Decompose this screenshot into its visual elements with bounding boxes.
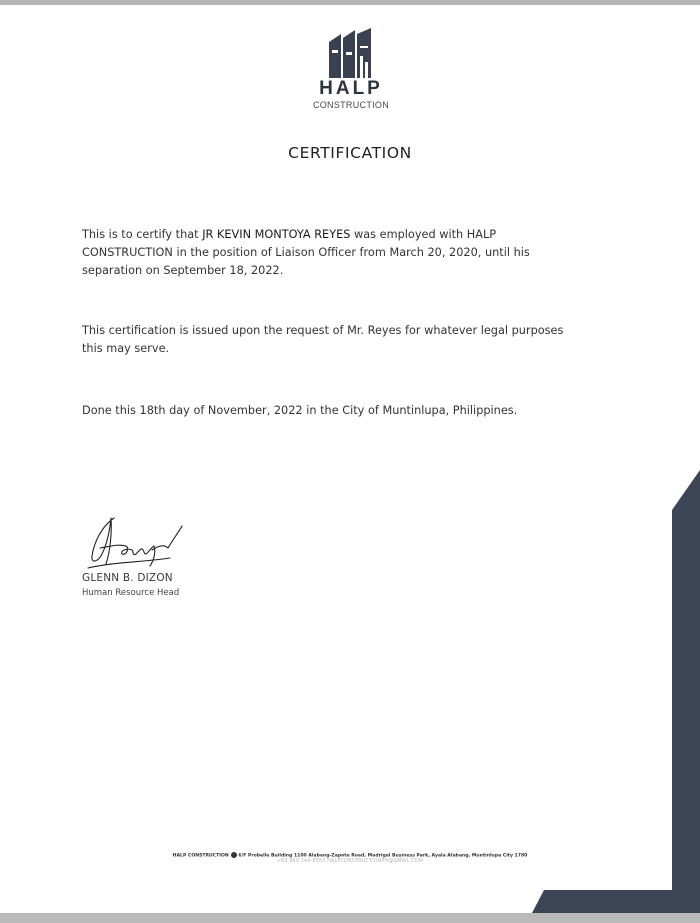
- date-place-paragraph: Done this 18th day of November, 2022 in the City of Muntinlupa, Philippines.: [82, 404, 518, 417]
- purpose-paragraph: This certification is issued upon the request of Mr. Reyes for whatever legal purposes this may serve.: [82, 324, 564, 355]
- logo-subtitle: CONSTRUCTION: [312, 100, 390, 110]
- location-pin-icon: [231, 852, 237, 858]
- logo-name: HALP: [319, 78, 383, 99]
- signatory-name: GLENN B. DIZON: [82, 572, 173, 584]
- paragraph-prefix: This is to certify that: [82, 228, 203, 241]
- certification-paragraph: [82, 226, 587, 280]
- company-logo: [306, 28, 396, 114]
- footer-address-line: [0, 852, 700, 859]
- paragraph-suffix: was employed with HALP CONSTRUCTION in the position of Liaison Officer from March 20, 2020, until his separation on September 18, 2022.: [82, 228, 530, 277]
- decorative-side-shape: [530, 470, 700, 913]
- footer-contact-line: +63 960 344-8563 HALPCONSTRUCTIONPH@GMAIL.COM: [276, 859, 424, 864]
- bottom-border-bar: [0, 913, 700, 923]
- building-logo-icon: [325, 28, 377, 78]
- top-border-bar: [0, 0, 700, 5]
- document-title: CERTIFICATION: [288, 144, 412, 162]
- footer-company: HALP CONSTRUCTION: [172, 853, 229, 859]
- employee-name: JR KEVIN MONTOYA REYES: [202, 228, 351, 241]
- signatory-title: Human Resource Head: [82, 588, 180, 598]
- handwritten-signature: [84, 512, 186, 572]
- footer-address: 6/F Probelle Building 1100 Alabang-Zapote Road, Madrigal Business Park, Ayala Alabang, Muntinlupa City 1780: [238, 853, 528, 859]
